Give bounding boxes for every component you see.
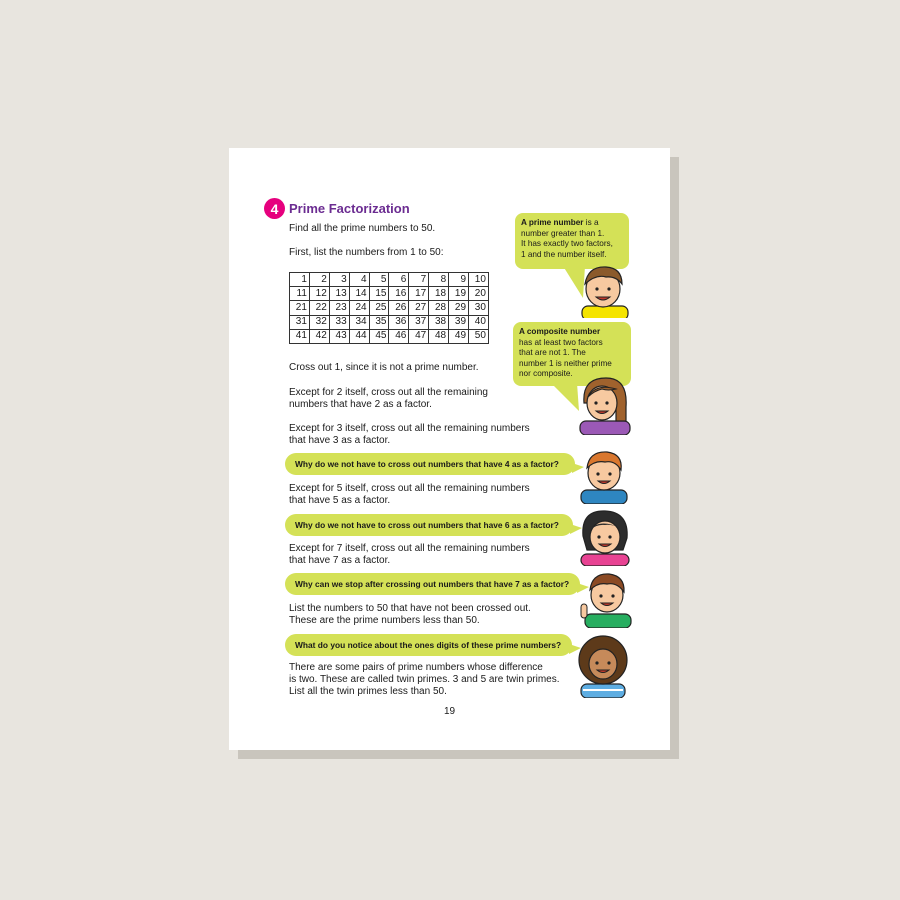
grid-cell: 47 — [409, 329, 429, 343]
grid-cell: 18 — [429, 287, 449, 301]
question-text-7: Why can we stop after crossing out numbers that have 7 as a factor? — [295, 579, 570, 589]
grid-cell: 46 — [389, 329, 409, 343]
grid-row — [290, 273, 489, 287]
grid-cell: 17 — [409, 287, 429, 301]
grid-cell: 23 — [329, 301, 349, 315]
text-cross-7b: that have 7 as a factor. — [289, 555, 391, 566]
boy-character-icon — [576, 262, 634, 318]
question-bubble-7 — [285, 573, 580, 595]
text-cross-3b: that have 3 as a factor. — [289, 435, 391, 446]
page-number: 19 — [443, 706, 456, 717]
grid-cell: 41 — [290, 329, 310, 343]
text-find: Find all the prime numbers to 50. — [289, 223, 436, 234]
composite-definition-line-2: has at least two factors — [519, 337, 603, 347]
prime-definition-bubble — [515, 213, 629, 269]
grid-cell: 37 — [409, 315, 429, 329]
prime-term: A prime number — [521, 218, 584, 227]
boy-thinking-icon — [577, 568, 633, 628]
number-grid — [289, 272, 489, 344]
section-heading — [264, 198, 410, 219]
grid-cell: 3 — [329, 273, 349, 287]
grid-cell: 9 — [449, 273, 469, 287]
grid-cell: 34 — [349, 315, 369, 329]
text-cross-5b: that have 5 as a factor. — [289, 495, 391, 506]
boy-orange-hair-icon — [577, 446, 631, 504]
grid-cell: 21 — [290, 301, 310, 315]
grid-cell: 22 — [309, 301, 329, 315]
grid-cell: 38 — [429, 315, 449, 329]
question-text-ones: What do you notice about the ones digits of these prime numbers? — [295, 640, 562, 650]
text-list-a: List the numbers to 50 that have not been crossed out. — [289, 603, 531, 614]
grid-cell: 2 — [309, 273, 329, 287]
composite-definition-line-4: number 1 is neither prime — [519, 358, 612, 368]
question-bubble-6 — [285, 514, 573, 536]
grid-cell: 5 — [369, 273, 389, 287]
grid-cell: 11 — [290, 287, 310, 301]
grid-cell: 6 — [389, 273, 409, 287]
text-cross-7a: Except for 7 itself, cross out all the remaining numbers — [289, 543, 530, 554]
grid-row — [290, 287, 489, 301]
grid-row — [290, 315, 489, 329]
grid-cell: 7 — [409, 273, 429, 287]
composite-definition-line-3: that are not 1. The — [519, 348, 586, 357]
text-twin-a: There are some pairs of prime numbers whose difference — [289, 662, 543, 673]
text-cross-3a: Except for 3 itself, cross out all the remaining numbers — [289, 423, 530, 434]
grid-row — [290, 301, 489, 315]
grid-cell: 25 — [369, 301, 389, 315]
composite-definition-line-5: nor composite. — [519, 369, 573, 378]
grid-cell: 35 — [369, 315, 389, 329]
grid-cell: 19 — [449, 287, 469, 301]
grid-cell: 28 — [429, 301, 449, 315]
grid-cell: 30 — [469, 301, 489, 315]
prime-definition-line-3: It has exactly two factors, — [521, 239, 613, 248]
question-text-6: Why do we not have to cross out numbers that have 6 as a factor? — [295, 520, 559, 530]
text-cross-2a: Except for 2 itself, cross out all the remaining — [289, 387, 488, 398]
grid-cell: 14 — [349, 287, 369, 301]
prime-definition-rest: is a — [583, 218, 599, 227]
grid-cell: 12 — [309, 287, 329, 301]
girl-character-icon — [576, 373, 634, 435]
section-title: Prime Factorization — [289, 201, 410, 216]
text-twin-c: List all the twin primes less than 50. — [289, 686, 447, 697]
grid-cell: 33 — [329, 315, 349, 329]
grid-cell: 50 — [469, 329, 489, 343]
grid-cell: 39 — [449, 315, 469, 329]
grid-cell: 49 — [449, 329, 469, 343]
grid-cell: 32 — [309, 315, 329, 329]
girl-black-hair-icon — [577, 506, 633, 566]
question-bubble-ones — [285, 634, 572, 656]
text-cross-1: Cross out 1, since it is not a prime number. — [289, 362, 479, 373]
composite-term: A composite number — [519, 327, 601, 336]
prime-definition-line-2: number greater than 1. — [521, 228, 605, 238]
book-page — [229, 148, 670, 750]
grid-cell: 26 — [389, 301, 409, 315]
prime-definition-line-1 — [521, 218, 623, 229]
composite-definition-line-1 — [519, 327, 625, 338]
grid-cell: 29 — [449, 301, 469, 315]
grid-cell: 44 — [349, 329, 369, 343]
grid-cell: 10 — [469, 273, 489, 287]
grid-cell: 43 — [329, 329, 349, 343]
girl-curly-hair-icon — [569, 634, 635, 698]
question-bubble-4 — [285, 453, 575, 475]
grid-cell: 8 — [429, 273, 449, 287]
section-number-badge: 4 — [264, 198, 285, 219]
grid-cell: 45 — [369, 329, 389, 343]
grid-cell: 24 — [349, 301, 369, 315]
grid-cell: 16 — [389, 287, 409, 301]
grid-cell: 27 — [409, 301, 429, 315]
grid-cell: 40 — [469, 315, 489, 329]
text-first: First, list the numbers from 1 to 50: — [289, 247, 444, 258]
text-twin-b: is two. These are called twin primes. 3 and 5 are twin primes. — [289, 674, 560, 685]
grid-cell: 15 — [369, 287, 389, 301]
grid-cell: 42 — [309, 329, 329, 343]
grid-cell: 20 — [469, 287, 489, 301]
grid-cell: 48 — [429, 329, 449, 343]
prime-definition-line-4: 1 and the number itself. — [521, 249, 607, 259]
text-list-b: These are the prime numbers less than 50. — [289, 615, 480, 626]
grid-row — [290, 329, 489, 343]
grid-cell: 31 — [290, 315, 310, 329]
text-cross-5a: Except for 5 itself, cross out all the remaining numbers — [289, 483, 530, 494]
grid-cell: 13 — [329, 287, 349, 301]
grid-cell: 36 — [389, 315, 409, 329]
grid-cell: 1 — [290, 273, 310, 287]
text-cross-2b: numbers that have 2 as a factor. — [289, 399, 432, 410]
question-text-4: Why do we not have to cross out numbers that have 4 as a factor? — [295, 459, 559, 469]
grid-cell: 4 — [349, 273, 369, 287]
